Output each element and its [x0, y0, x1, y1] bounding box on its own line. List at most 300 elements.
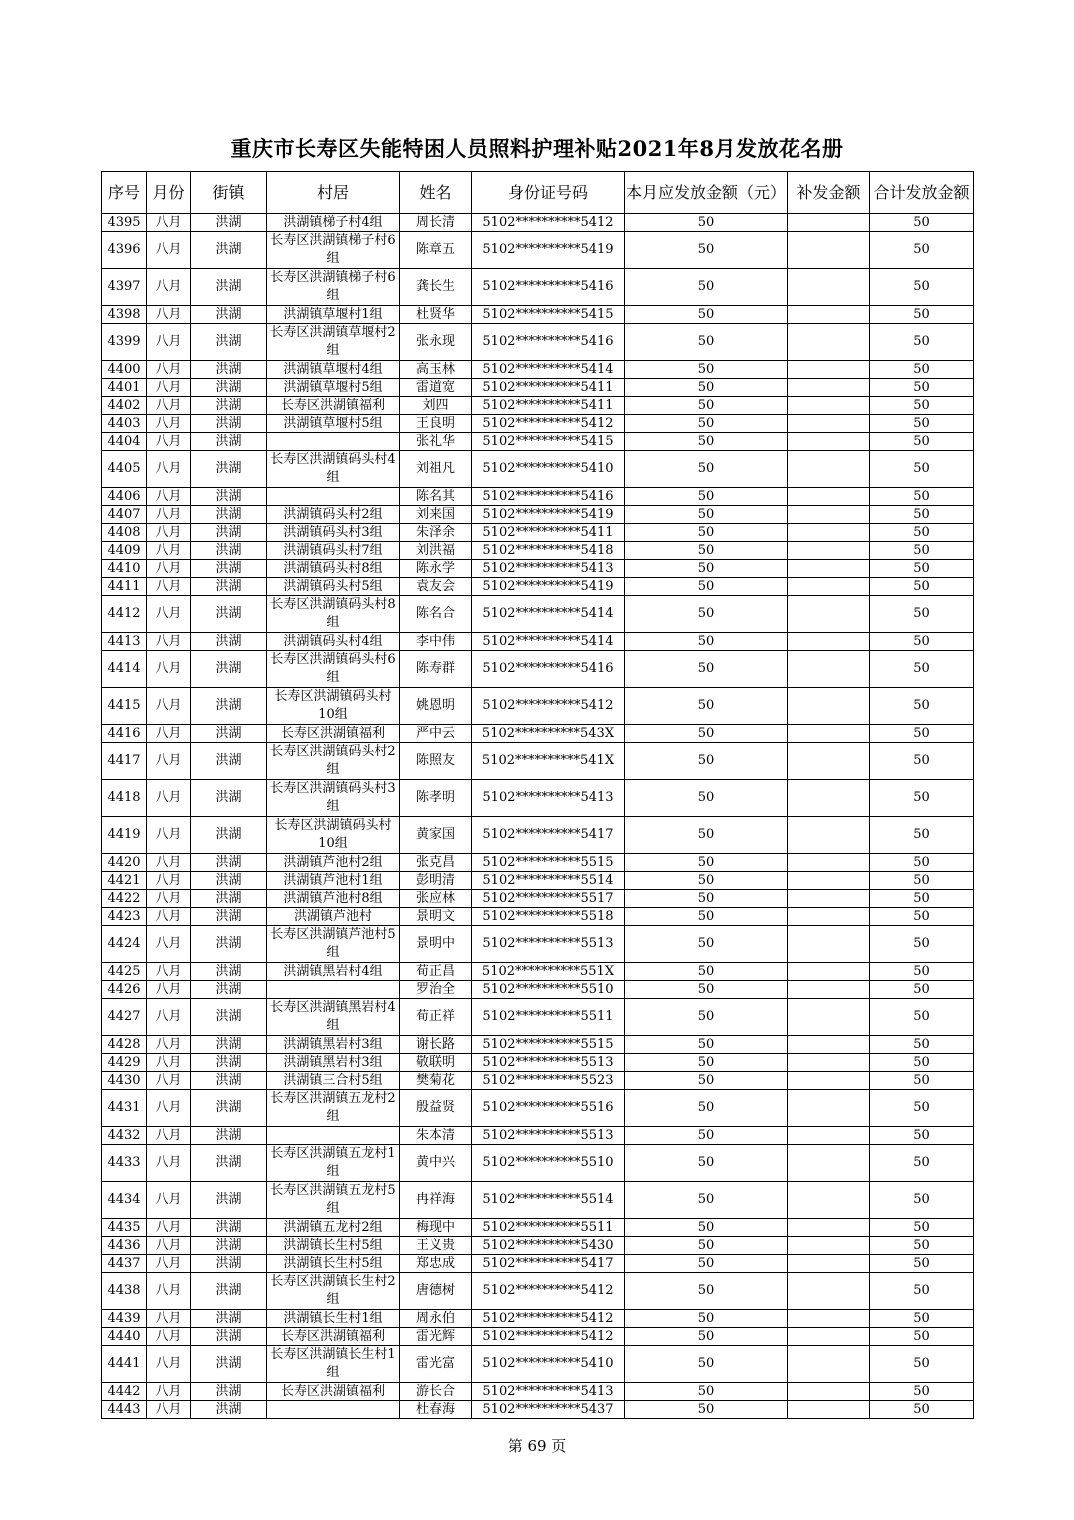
cell-month: 八月: [147, 542, 191, 560]
header-id-number: 身份证号码: [472, 172, 625, 214]
cell-id-number: 5102**********5516: [472, 1090, 625, 1127]
cell-town: 洪湖: [191, 1054, 267, 1072]
table-row: [102, 1273, 974, 1310]
cell-supplement-amount: [788, 1328, 870, 1346]
cell-supplement-amount: [788, 361, 870, 379]
cell-total-amount: 50: [870, 688, 974, 725]
cell-month: 八月: [147, 596, 191, 633]
cell-supplement-amount: [788, 1054, 870, 1072]
cell-town: 洪湖: [191, 817, 267, 854]
cell-town: 洪湖: [191, 397, 267, 415]
table-row: [102, 324, 974, 361]
cell-supplement-amount: [788, 908, 870, 926]
cell-supplement-amount: [788, 542, 870, 560]
cell-name: 荀正昌: [400, 963, 472, 981]
table-row: [102, 926, 974, 963]
cell-supplement-amount: [788, 1401, 870, 1419]
table-row: [102, 1346, 974, 1383]
table-body: [102, 214, 974, 1419]
table-row: [102, 872, 974, 890]
table-row: [102, 361, 974, 379]
cell-id-number: 5102**********5518: [472, 908, 625, 926]
cell-supplement-amount: [788, 1255, 870, 1273]
cell-month: 八月: [147, 451, 191, 488]
cell-index: 4408: [102, 524, 147, 542]
cell-total-amount: 50: [870, 269, 974, 306]
cell-total-amount: 50: [870, 1346, 974, 1383]
cell-monthly-amount: 50: [625, 908, 788, 926]
cell-index: 4412: [102, 596, 147, 633]
table-row: [102, 1072, 974, 1090]
cell-id-number: 5102**********5413: [472, 780, 625, 817]
table-row: [102, 524, 974, 542]
cell-town: 洪湖: [191, 890, 267, 908]
header-month: 月份: [147, 172, 191, 214]
cell-supplement-amount: [788, 451, 870, 488]
cell-town: 洪湖: [191, 433, 267, 451]
cell-village: 长寿区洪湖镇黑岩村4组: [267, 999, 400, 1036]
table-row: [102, 743, 974, 780]
cell-town: 洪湖: [191, 524, 267, 542]
cell-id-number: 5102**********5412: [472, 688, 625, 725]
cell-month: 八月: [147, 506, 191, 524]
cell-month: 八月: [147, 817, 191, 854]
cell-id-number: 5102**********5411: [472, 524, 625, 542]
cell-town: 洪湖: [191, 1273, 267, 1310]
cell-monthly-amount: 50: [625, 379, 788, 397]
cell-index: 4401: [102, 379, 147, 397]
cell-id-number: 5102**********541X: [472, 743, 625, 780]
cell-month: 八月: [147, 1036, 191, 1054]
cell-total-amount: 50: [870, 963, 974, 981]
cell-supplement-amount: [788, 780, 870, 817]
cell-name: 荀正祥: [400, 999, 472, 1036]
cell-index: 4402: [102, 397, 147, 415]
cell-id-number: 5102**********5514: [472, 872, 625, 890]
cell-supplement-amount: [788, 415, 870, 433]
cell-name: 雷道宽: [400, 379, 472, 397]
cell-total-amount: 50: [870, 306, 974, 324]
cell-town: 洪湖: [191, 1328, 267, 1346]
cell-index: 4398: [102, 306, 147, 324]
table-row: [102, 1127, 974, 1145]
cell-total-amount: 50: [870, 1127, 974, 1145]
cell-supplement-amount: [788, 379, 870, 397]
cell-name: 张克昌: [400, 854, 472, 872]
cell-month: 八月: [147, 981, 191, 999]
cell-town: 洪湖: [191, 1127, 267, 1145]
cell-id-number: 5102**********5511: [472, 1219, 625, 1237]
cell-monthly-amount: 50: [625, 1273, 788, 1310]
cell-index: 4439: [102, 1310, 147, 1328]
cell-monthly-amount: 50: [625, 578, 788, 596]
cell-monthly-amount: 50: [625, 1054, 788, 1072]
cell-village: 洪湖镇黑岩村3组: [267, 1054, 400, 1072]
cell-monthly-amount: 50: [625, 1346, 788, 1383]
cell-total-amount: 50: [870, 578, 974, 596]
cell-village: 洪湖镇草堰村5组: [267, 415, 400, 433]
cell-town: 洪湖: [191, 743, 267, 780]
cell-village: 长寿区洪湖镇福利: [267, 725, 400, 743]
cell-id-number: 5102**********5437: [472, 1401, 625, 1419]
cell-index: 4442: [102, 1383, 147, 1401]
cell-month: 八月: [147, 560, 191, 578]
cell-month: 八月: [147, 999, 191, 1036]
cell-village: 长寿区洪湖镇长生村1组: [267, 1346, 400, 1383]
cell-town: 洪湖: [191, 214, 267, 232]
cell-index: 4417: [102, 743, 147, 780]
cell-name: 王良明: [400, 415, 472, 433]
cell-total-amount: 50: [870, 1255, 974, 1273]
cell-monthly-amount: 50: [625, 560, 788, 578]
cell-total-amount: 50: [870, 651, 974, 688]
cell-index: 4424: [102, 926, 147, 963]
cell-index: 4437: [102, 1255, 147, 1273]
cell-month: 八月: [147, 524, 191, 542]
cell-name: 殷益贤: [400, 1090, 472, 1127]
cell-total-amount: 50: [870, 926, 974, 963]
cell-name: 陈孝明: [400, 780, 472, 817]
cell-village: 洪湖镇芦池村1组: [267, 872, 400, 890]
cell-total-amount: 50: [870, 324, 974, 361]
cell-month: 八月: [147, 1237, 191, 1255]
cell-supplement-amount: [788, 1036, 870, 1054]
cell-total-amount: 50: [870, 1036, 974, 1054]
table-row: [102, 451, 974, 488]
cell-total-amount: 50: [870, 488, 974, 506]
cell-name: 唐德树: [400, 1273, 472, 1310]
cell-town: 洪湖: [191, 1182, 267, 1219]
cell-id-number: 5102**********5415: [472, 306, 625, 324]
cell-total-amount: 50: [870, 361, 974, 379]
cell-monthly-amount: 50: [625, 817, 788, 854]
cell-month: 八月: [147, 1054, 191, 1072]
cell-supplement-amount: [788, 688, 870, 725]
cell-name: 刘祖凡: [400, 451, 472, 488]
cell-name: 张礼华: [400, 433, 472, 451]
cell-village: 洪湖镇黑岩村4组: [267, 963, 400, 981]
cell-town: 洪湖: [191, 926, 267, 963]
cell-name: 陈名合: [400, 596, 472, 633]
cell-town: 洪湖: [191, 908, 267, 926]
cell-month: 八月: [147, 1328, 191, 1346]
cell-index: 4421: [102, 872, 147, 890]
cell-monthly-amount: 50: [625, 596, 788, 633]
cell-monthly-amount: 50: [625, 1237, 788, 1255]
cell-index: 4416: [102, 725, 147, 743]
cell-supplement-amount: [788, 232, 870, 269]
cell-month: 八月: [147, 1090, 191, 1127]
cell-village: 洪湖镇码头村8组: [267, 560, 400, 578]
table-row: [102, 633, 974, 651]
cell-monthly-amount: 50: [625, 651, 788, 688]
cell-village: 洪湖镇梯子村4组: [267, 214, 400, 232]
cell-index: 4415: [102, 688, 147, 725]
cell-month: 八月: [147, 633, 191, 651]
cell-month: 八月: [147, 1346, 191, 1383]
cell-total-amount: 50: [870, 214, 974, 232]
cell-monthly-amount: 50: [625, 963, 788, 981]
cell-monthly-amount: 50: [625, 1328, 788, 1346]
cell-supplement-amount: [788, 743, 870, 780]
cell-monthly-amount: 50: [625, 214, 788, 232]
cell-month: 八月: [147, 780, 191, 817]
cell-name: 景明中: [400, 926, 472, 963]
cell-town: 洪湖: [191, 1145, 267, 1182]
cell-index: 4422: [102, 890, 147, 908]
cell-index: 4395: [102, 214, 147, 232]
cell-index: 4403: [102, 415, 147, 433]
cell-name: 杜贤华: [400, 306, 472, 324]
cell-name: 谢长路: [400, 1036, 472, 1054]
cell-id-number: 5102**********5412: [472, 415, 625, 433]
table-row: [102, 1328, 974, 1346]
cell-index: 4427: [102, 999, 147, 1036]
cell-month: 八月: [147, 214, 191, 232]
cell-name: 陈永学: [400, 560, 472, 578]
table-row: [102, 780, 974, 817]
cell-name: 冉祥海: [400, 1182, 472, 1219]
cell-town: 洪湖: [191, 1401, 267, 1419]
cell-month: 八月: [147, 743, 191, 780]
cell-name: 陈章五: [400, 232, 472, 269]
cell-monthly-amount: 50: [625, 488, 788, 506]
cell-village: 洪湖镇草堰村5组: [267, 379, 400, 397]
cell-index: 4438: [102, 1273, 147, 1310]
cell-town: 洪湖: [191, 1090, 267, 1127]
cell-id-number: 5102**********5413: [472, 1383, 625, 1401]
cell-name: 姚恩明: [400, 688, 472, 725]
cell-village: 长寿区洪湖镇五龙村5组: [267, 1182, 400, 1219]
cell-name: 游长合: [400, 1383, 472, 1401]
cell-monthly-amount: 50: [625, 397, 788, 415]
cell-name: 雷光辉: [400, 1328, 472, 1346]
cell-supplement-amount: [788, 524, 870, 542]
cell-monthly-amount: 50: [625, 743, 788, 780]
cell-month: 八月: [147, 725, 191, 743]
table-row: [102, 542, 974, 560]
cell-village: [267, 981, 400, 999]
cell-total-amount: 50: [870, 999, 974, 1036]
cell-town: 洪湖: [191, 1036, 267, 1054]
cell-total-amount: 50: [870, 817, 974, 854]
cell-monthly-amount: 50: [625, 1401, 788, 1419]
cell-total-amount: 50: [870, 981, 974, 999]
cell-town: 洪湖: [191, 560, 267, 578]
cell-supplement-amount: [788, 651, 870, 688]
cell-supplement-amount: [788, 1346, 870, 1383]
cell-month: 八月: [147, 488, 191, 506]
cell-id-number: 5102**********5419: [472, 232, 625, 269]
cell-month: 八月: [147, 1383, 191, 1401]
cell-month: 八月: [147, 324, 191, 361]
cell-monthly-amount: 50: [625, 1145, 788, 1182]
cell-supplement-amount: [788, 560, 870, 578]
cell-monthly-amount: 50: [625, 854, 788, 872]
cell-total-amount: 50: [870, 908, 974, 926]
cell-village: 洪湖镇芦池村8组: [267, 890, 400, 908]
cell-village: 长寿区洪湖镇码头村3组: [267, 780, 400, 817]
cell-total-amount: 50: [870, 1383, 974, 1401]
cell-index: 4411: [102, 578, 147, 596]
cell-monthly-amount: 50: [625, 633, 788, 651]
cell-month: 八月: [147, 651, 191, 688]
header-index: 序号: [102, 172, 147, 214]
cell-supplement-amount: [788, 397, 870, 415]
cell-village: 洪湖镇码头村3组: [267, 524, 400, 542]
cell-id-number: 5102**********5514: [472, 1182, 625, 1219]
cell-town: 洪湖: [191, 1383, 267, 1401]
cell-month: 八月: [147, 433, 191, 451]
cell-village: 洪湖镇长生村1组: [267, 1310, 400, 1328]
table-row: [102, 999, 974, 1036]
cell-monthly-amount: 50: [625, 415, 788, 433]
cell-town: 洪湖: [191, 780, 267, 817]
cell-name: 张应林: [400, 890, 472, 908]
cell-month: 八月: [147, 361, 191, 379]
cell-name: 严中云: [400, 725, 472, 743]
cell-name: 朱泽余: [400, 524, 472, 542]
cell-town: 洪湖: [191, 981, 267, 999]
cell-index: 4423: [102, 908, 147, 926]
cell-monthly-amount: 50: [625, 1072, 788, 1090]
cell-village: [267, 488, 400, 506]
table-row: [102, 560, 974, 578]
cell-name: 刘来国: [400, 506, 472, 524]
cell-town: 洪湖: [191, 999, 267, 1036]
cell-total-amount: 50: [870, 596, 974, 633]
cell-name: 龚长生: [400, 269, 472, 306]
table-row: [102, 578, 974, 596]
cell-index: 4419: [102, 817, 147, 854]
cell-id-number: 5102**********5416: [472, 269, 625, 306]
cell-total-amount: 50: [870, 397, 974, 415]
cell-village: 长寿区洪湖镇福利: [267, 1328, 400, 1346]
cell-name: 黄家国: [400, 817, 472, 854]
cell-monthly-amount: 50: [625, 926, 788, 963]
cell-total-amount: 50: [870, 1182, 974, 1219]
cell-total-amount: 50: [870, 1090, 974, 1127]
cell-monthly-amount: 50: [625, 1127, 788, 1145]
table-row: [102, 1145, 974, 1182]
cell-town: 洪湖: [191, 725, 267, 743]
cell-name: 李中伟: [400, 633, 472, 651]
cell-supplement-amount: [788, 854, 870, 872]
cell-id-number: 5102**********5418: [472, 542, 625, 560]
cell-village: 洪湖镇长生村5组: [267, 1237, 400, 1255]
cell-village: 洪湖镇码头村4组: [267, 633, 400, 651]
cell-monthly-amount: 50: [625, 999, 788, 1036]
cell-town: 洪湖: [191, 232, 267, 269]
cell-village: [267, 1401, 400, 1419]
cell-name: 袁友会: [400, 578, 472, 596]
cell-name: 景明文: [400, 908, 472, 926]
cell-village: 长寿区洪湖镇五龙村2组: [267, 1090, 400, 1127]
cell-village: 长寿区洪湖镇草堰村2组: [267, 324, 400, 361]
cell-monthly-amount: 50: [625, 1255, 788, 1273]
cell-id-number: 5102**********5414: [472, 596, 625, 633]
cell-supplement-amount: [788, 981, 870, 999]
cell-supplement-amount: [788, 872, 870, 890]
cell-month: 八月: [147, 926, 191, 963]
cell-monthly-amount: 50: [625, 1036, 788, 1054]
cell-monthly-amount: 50: [625, 232, 788, 269]
cell-village: 洪湖镇三合村5组: [267, 1072, 400, 1090]
cell-id-number: 5102**********5416: [472, 324, 625, 361]
cell-village: 洪湖镇黑岩村3组: [267, 1036, 400, 1054]
cell-index: 4409: [102, 542, 147, 560]
cell-monthly-amount: 50: [625, 433, 788, 451]
table-row: [102, 854, 974, 872]
cell-village: 长寿区洪湖镇梯子村6组: [267, 269, 400, 306]
cell-id-number: 5102**********5511: [472, 999, 625, 1036]
cell-village: 长寿区洪湖镇码头村4组: [267, 451, 400, 488]
cell-month: 八月: [147, 1145, 191, 1182]
table-row: [102, 433, 974, 451]
cell-id-number: 5102**********5416: [472, 488, 625, 506]
cell-supplement-amount: [788, 306, 870, 324]
cell-name: 陈照友: [400, 743, 472, 780]
cell-village: 洪湖镇五龙村2组: [267, 1219, 400, 1237]
cell-name: 樊菊花: [400, 1072, 472, 1090]
cell-village: 长寿区洪湖镇梯子村6组: [267, 232, 400, 269]
cell-town: 洪湖: [191, 451, 267, 488]
cell-total-amount: 50: [870, 1328, 974, 1346]
cell-monthly-amount: 50: [625, 890, 788, 908]
cell-id-number: 5102**********5412: [472, 214, 625, 232]
cell-index: 4418: [102, 780, 147, 817]
cell-monthly-amount: 50: [625, 269, 788, 306]
cell-name: 朱本清: [400, 1127, 472, 1145]
cell-index: 4431: [102, 1090, 147, 1127]
cell-supplement-amount: [788, 1310, 870, 1328]
table-row: [102, 488, 974, 506]
cell-village: 洪湖镇码头村7组: [267, 542, 400, 560]
cell-id-number: 5102**********5523: [472, 1072, 625, 1090]
table-row: [102, 1401, 974, 1419]
page-number: 第 69 页: [507, 1437, 567, 1455]
cell-month: 八月: [147, 908, 191, 926]
cell-index: 4404: [102, 433, 147, 451]
cell-id-number: 5102**********5417: [472, 817, 625, 854]
cell-village: 洪湖镇码头村2组: [267, 506, 400, 524]
table-row: [102, 688, 974, 725]
cell-index: 4436: [102, 1237, 147, 1255]
cell-id-number: 5102**********5513: [472, 926, 625, 963]
cell-supplement-amount: [788, 1127, 870, 1145]
cell-monthly-amount: 50: [625, 542, 788, 560]
cell-monthly-amount: 50: [625, 524, 788, 542]
cell-index: 4399: [102, 324, 147, 361]
table-row: [102, 1219, 974, 1237]
cell-name: 黄中兴: [400, 1145, 472, 1182]
cell-monthly-amount: 50: [625, 1219, 788, 1237]
cell-monthly-amount: 50: [625, 1090, 788, 1127]
cell-index: 4406: [102, 488, 147, 506]
cell-month: 八月: [147, 963, 191, 981]
cell-total-amount: 50: [870, 415, 974, 433]
table-row: [102, 1383, 974, 1401]
cell-town: 洪湖: [191, 379, 267, 397]
cell-id-number: 5102**********5412: [472, 1310, 625, 1328]
cell-index: 4396: [102, 232, 147, 269]
cell-id-number: 5102**********5415: [472, 433, 625, 451]
cell-supplement-amount: [788, 488, 870, 506]
cell-town: 洪湖: [191, 872, 267, 890]
cell-total-amount: 50: [870, 1310, 974, 1328]
cell-month: 八月: [147, 397, 191, 415]
cell-supplement-amount: [788, 269, 870, 306]
